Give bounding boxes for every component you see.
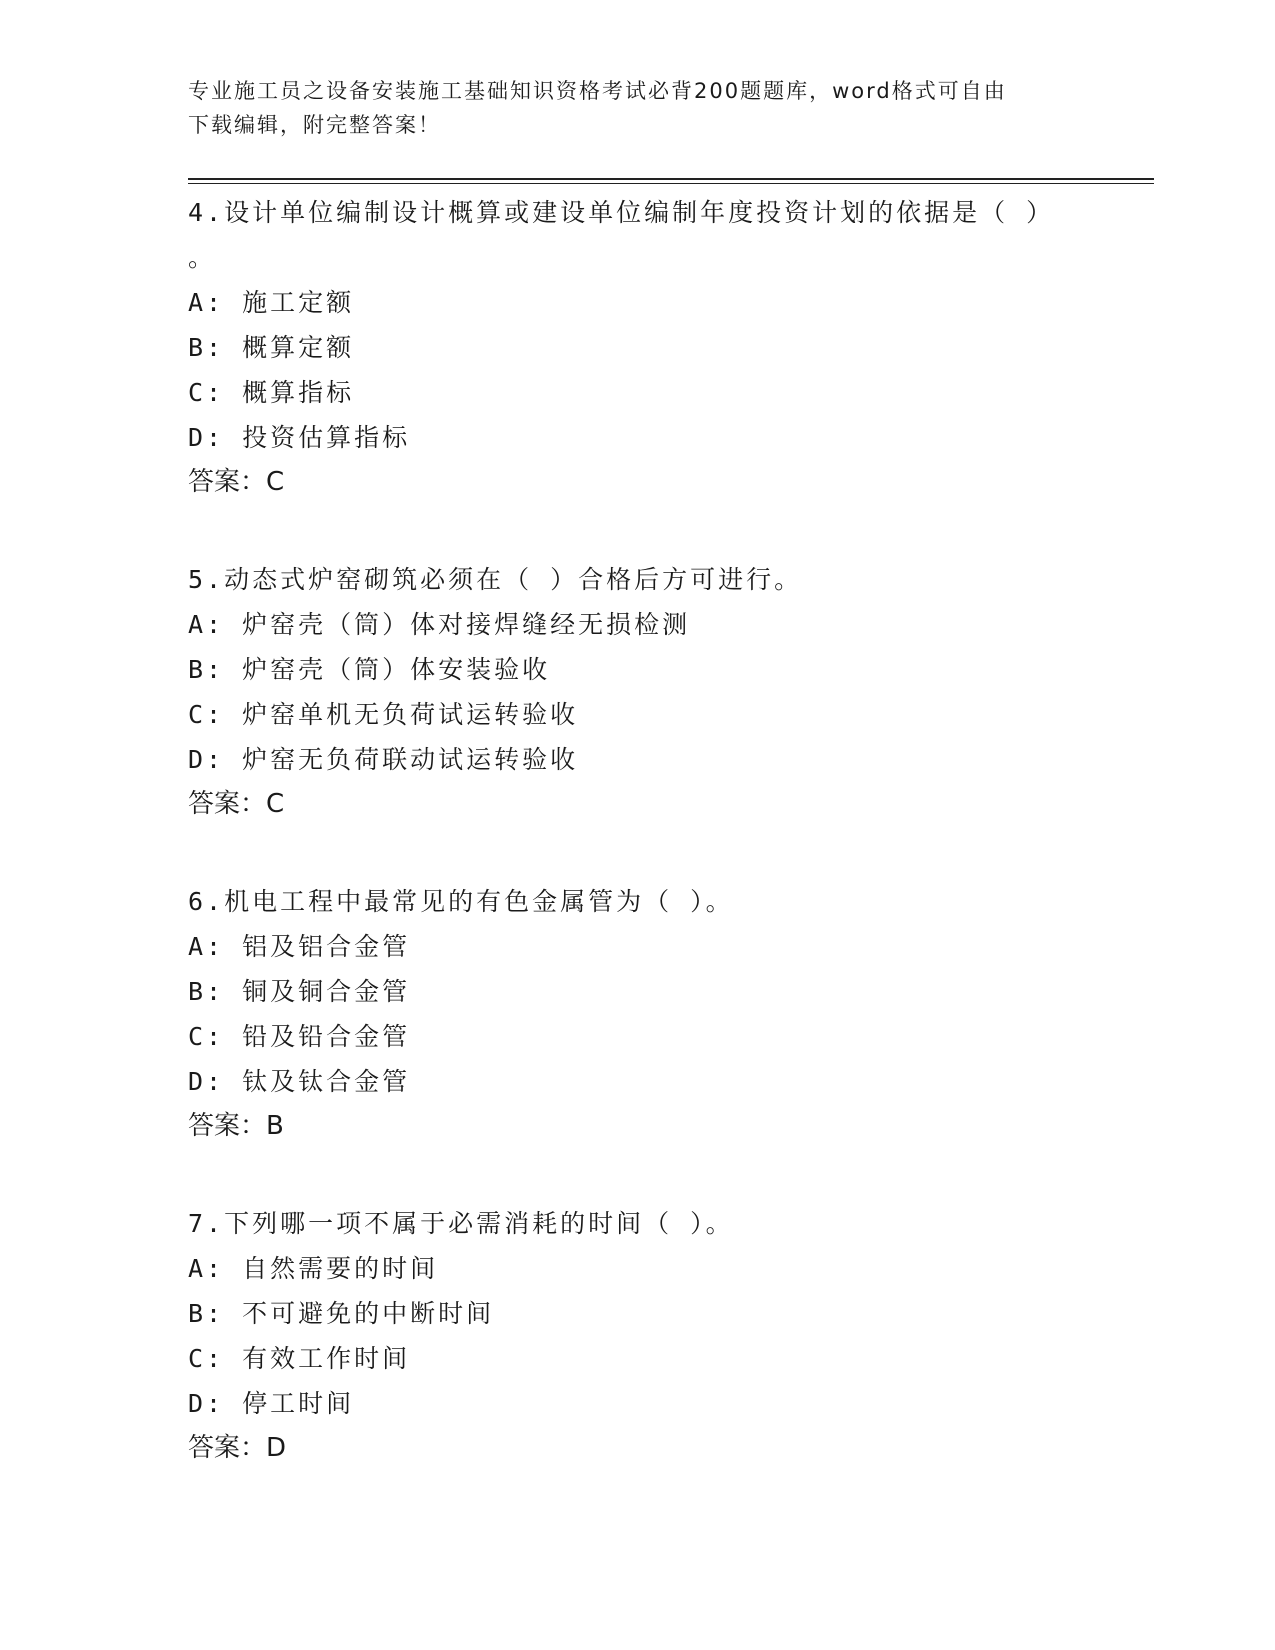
option-b: B: 不可避免的中断时间 bbox=[188, 1299, 495, 1328]
question-7 bbox=[188, 1201, 1154, 1471]
question-5 bbox=[188, 557, 1154, 827]
option-c: C: 炉窑单机无负荷试运转验收 bbox=[188, 700, 579, 729]
option-c: C: 有效工作时间 bbox=[188, 1344, 411, 1373]
question-list bbox=[188, 190, 1154, 1523]
question-title: 6.机电工程中最常见的有色金属管为（ ）。 bbox=[188, 887, 734, 916]
option-b: B: 概算定额 bbox=[188, 333, 355, 362]
option-c: C: 概算指标 bbox=[188, 378, 355, 407]
header-line-1: 专业施工员之设备安装施工基础知识资格考试必背200题题库，word格式可自由 bbox=[188, 79, 1007, 103]
header-divider bbox=[188, 178, 1154, 184]
option-b: B: 炉窑壳（筒）体安装验收 bbox=[188, 655, 551, 684]
answer: 答案：D bbox=[188, 1433, 287, 1463]
option-b: B: 铜及铜合金管 bbox=[188, 977, 411, 1006]
option-d: D: 投资估算指标 bbox=[188, 423, 411, 452]
header-line-2: 下载编辑，附完整答案！ bbox=[188, 113, 441, 137]
question-4 bbox=[188, 190, 1154, 505]
question-title: 7.下列哪一项不属于必需消耗的时间（ ）。 bbox=[188, 1209, 734, 1238]
option-d: D: 钛及钛合金管 bbox=[188, 1067, 411, 1096]
answer: 答案：B bbox=[188, 1111, 284, 1141]
option-a: A: 炉窑壳（筒）体对接焊缝经无损检测 bbox=[188, 610, 691, 639]
option-a: A: 自然需要的时间 bbox=[188, 1254, 439, 1283]
option-d: D: 停工时间 bbox=[188, 1389, 355, 1418]
option-d: D: 炉窑无负荷联动试运转验收 bbox=[188, 745, 579, 774]
answer: 答案：C bbox=[188, 467, 285, 497]
answer: 答案：C bbox=[188, 789, 285, 819]
option-a: A: 铝及铝合金管 bbox=[188, 932, 411, 961]
question-title: 5.动态式炉窑砌筑必须在（ ）合格后方可进行。 bbox=[188, 565, 803, 594]
question-title-tail: 。 bbox=[188, 243, 214, 272]
option-a: A: 施工定额 bbox=[188, 288, 355, 317]
document-header bbox=[188, 74, 1088, 142]
question-6 bbox=[188, 879, 1154, 1149]
question-title: 4.设计单位编制设计概算或建设单位编制年度投资计划的依据是（ ） bbox=[188, 198, 1055, 227]
option-c: C: 铅及铅合金管 bbox=[188, 1022, 411, 1051]
